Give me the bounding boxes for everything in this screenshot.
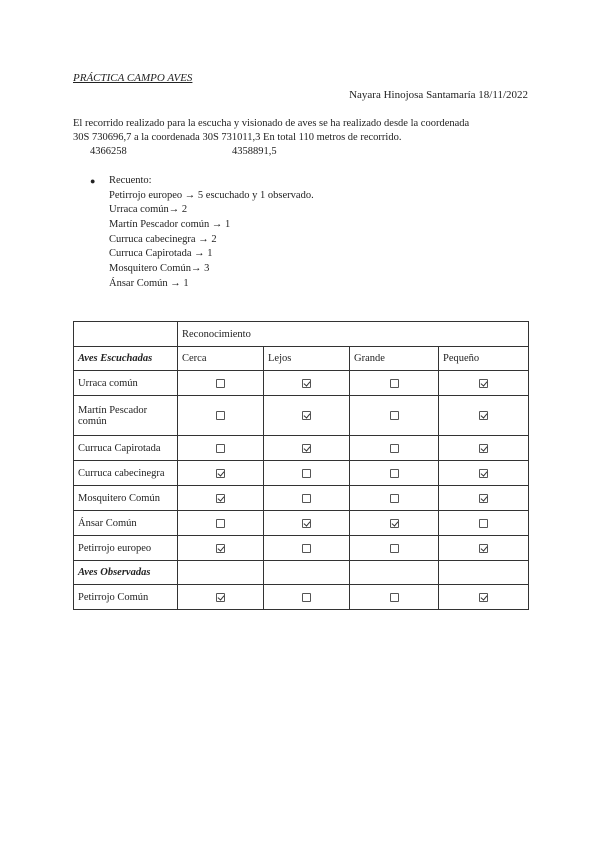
empty-cell (264, 561, 350, 585)
bullet-icon: ● (90, 176, 96, 186)
checkbox-unchecked[interactable] (302, 593, 311, 602)
checkbox-cell (264, 371, 350, 396)
intro-line-1: El recorrido realizado para la escucha y visionado de aves se ha realizado desde la coordenada (73, 118, 470, 129)
checkbox-checked[interactable] (216, 544, 225, 553)
checkbox-cell (178, 486, 264, 511)
checkbox-cell (350, 461, 439, 486)
recount-item: Petirrojo europeo → 5 escuchado y 1 observado. (109, 189, 314, 201)
checkbox-checked[interactable] (216, 469, 225, 478)
coordinate-y-row (73, 145, 533, 159)
bird-table (73, 321, 529, 610)
checkbox-cell (178, 461, 264, 486)
checkbox-cell (178, 585, 264, 610)
table-row (74, 536, 529, 561)
intro-paragraph (73, 117, 533, 159)
recount-item: Urraca común→ 2 (109, 204, 188, 216)
checkbox-cell (264, 585, 350, 610)
checkbox-checked[interactable] (479, 469, 488, 478)
recount-items (109, 174, 314, 292)
checkbox-unchecked[interactable] (302, 544, 311, 553)
recount-heading: Recuento: (109, 175, 152, 186)
checkbox-cell (264, 461, 350, 486)
table-row (74, 585, 529, 610)
checkbox-unchecked[interactable] (390, 444, 399, 453)
checkbox-unchecked[interactable] (302, 469, 311, 478)
bird-name: Curruca cabecinegra (74, 461, 178, 486)
checkbox-cell (264, 536, 350, 561)
recount-item: Martín Pescador común → 1 (109, 219, 231, 231)
checkbox-cell (264, 396, 350, 436)
checkbox-cell (178, 371, 264, 396)
checkbox-cell (178, 511, 264, 536)
checkbox-cell (264, 436, 350, 461)
column-header: Pequeño (439, 347, 529, 371)
checkbox-cell (350, 436, 439, 461)
checkbox-checked[interactable] (479, 544, 488, 553)
table-row (74, 461, 529, 486)
checkbox-checked[interactable] (302, 519, 311, 528)
checkbox-cell (350, 396, 439, 436)
checkbox-cell (439, 486, 529, 511)
bird-name: Urraca común (74, 371, 178, 396)
author-date-line: Nayara Hinojosa Santamaría 18/11/2022 (349, 89, 528, 101)
intro-line-2: 30S 730696,7 a la coordenada 30S 731011,3 En total 110 metros de recorrido. (73, 132, 402, 143)
table-column-header-row (74, 347, 529, 371)
checkbox-cell (264, 511, 350, 536)
bird-name: Martín Pescador común (74, 396, 178, 436)
checkbox-checked[interactable] (479, 593, 488, 602)
checkbox-unchecked[interactable] (390, 411, 399, 420)
checkbox-unchecked[interactable] (216, 444, 225, 453)
checkbox-checked[interactable] (479, 494, 488, 503)
bird-name: Ánsar Común (74, 511, 178, 536)
table-row (74, 486, 529, 511)
checkbox-cell (178, 536, 264, 561)
checkbox-checked[interactable] (216, 593, 225, 602)
table-group-header-row (74, 322, 529, 347)
table-row (74, 511, 529, 536)
checkbox-unchecked[interactable] (216, 411, 225, 420)
empty-cell (178, 561, 264, 585)
checkbox-unchecked[interactable] (216, 519, 225, 528)
checkbox-cell (439, 396, 529, 436)
recount-item: Curruca cabecinegra → 2 (109, 233, 217, 245)
checkbox-cell (439, 511, 529, 536)
checkbox-unchecked[interactable] (390, 544, 399, 553)
checkbox-checked[interactable] (479, 379, 488, 388)
checkbox-cell (350, 371, 439, 396)
recount-item: Mosquitero Común→ 3 (109, 263, 210, 275)
checkbox-cell (350, 486, 439, 511)
column-header: Lejos (264, 347, 350, 371)
bird-name: Petirrojo europeo (74, 536, 178, 561)
checkbox-cell (439, 536, 529, 561)
bird-name: Petirrojo Común (74, 585, 178, 610)
column-header: Grande (350, 347, 439, 371)
checkbox-unchecked[interactable] (479, 519, 488, 528)
empty-header-cell (74, 322, 178, 347)
checkbox-cell (439, 461, 529, 486)
table-row (74, 436, 529, 461)
checkbox-cell (439, 585, 529, 610)
checkbox-unchecked[interactable] (390, 379, 399, 388)
table-section-row (74, 561, 529, 585)
column-header: Cerca (178, 347, 264, 371)
checkbox-cell (178, 396, 264, 436)
checkbox-checked[interactable] (216, 494, 225, 503)
empty-cell (350, 561, 439, 585)
recount-item: Curruca Capirotada → 1 (109, 248, 213, 260)
checkbox-unchecked[interactable] (216, 379, 225, 388)
checkbox-unchecked[interactable] (390, 469, 399, 478)
checkbox-unchecked[interactable] (302, 494, 311, 503)
checkbox-checked[interactable] (390, 519, 399, 528)
checkbox-unchecked[interactable] (390, 494, 399, 503)
section-seen-header: Aves Observadas (74, 561, 178, 585)
bird-name: Mosquitero Común (74, 486, 178, 511)
checkbox-cell (350, 536, 439, 561)
checkbox-checked[interactable] (479, 444, 488, 453)
checkbox-checked[interactable] (479, 411, 488, 420)
coordinate-2-y: 4358891,5 (232, 146, 277, 157)
document-title: PRÁCTICA CAMPO AVES (73, 72, 193, 84)
checkbox-cell (439, 436, 529, 461)
recount-item: Ánsar Común → 1 (109, 277, 189, 289)
checkbox-cell (178, 436, 264, 461)
checkbox-checked[interactable] (302, 411, 311, 420)
checkbox-cell (439, 371, 529, 396)
group-header-cell: Reconocimiento (178, 322, 529, 347)
coordinate-1-y: 4366258 (90, 146, 127, 157)
checkbox-cell (350, 511, 439, 536)
table-row (74, 371, 529, 396)
checkbox-cell (264, 486, 350, 511)
checkbox-checked[interactable] (302, 379, 311, 388)
checkbox-checked[interactable] (302, 444, 311, 453)
section-heard-header: Aves Escuchadas (74, 347, 178, 371)
checkbox-cell (350, 585, 439, 610)
empty-cell (439, 561, 529, 585)
checkbox-unchecked[interactable] (390, 593, 399, 602)
table-row (74, 396, 529, 436)
bird-name: Curruca Capirotada (74, 436, 178, 461)
